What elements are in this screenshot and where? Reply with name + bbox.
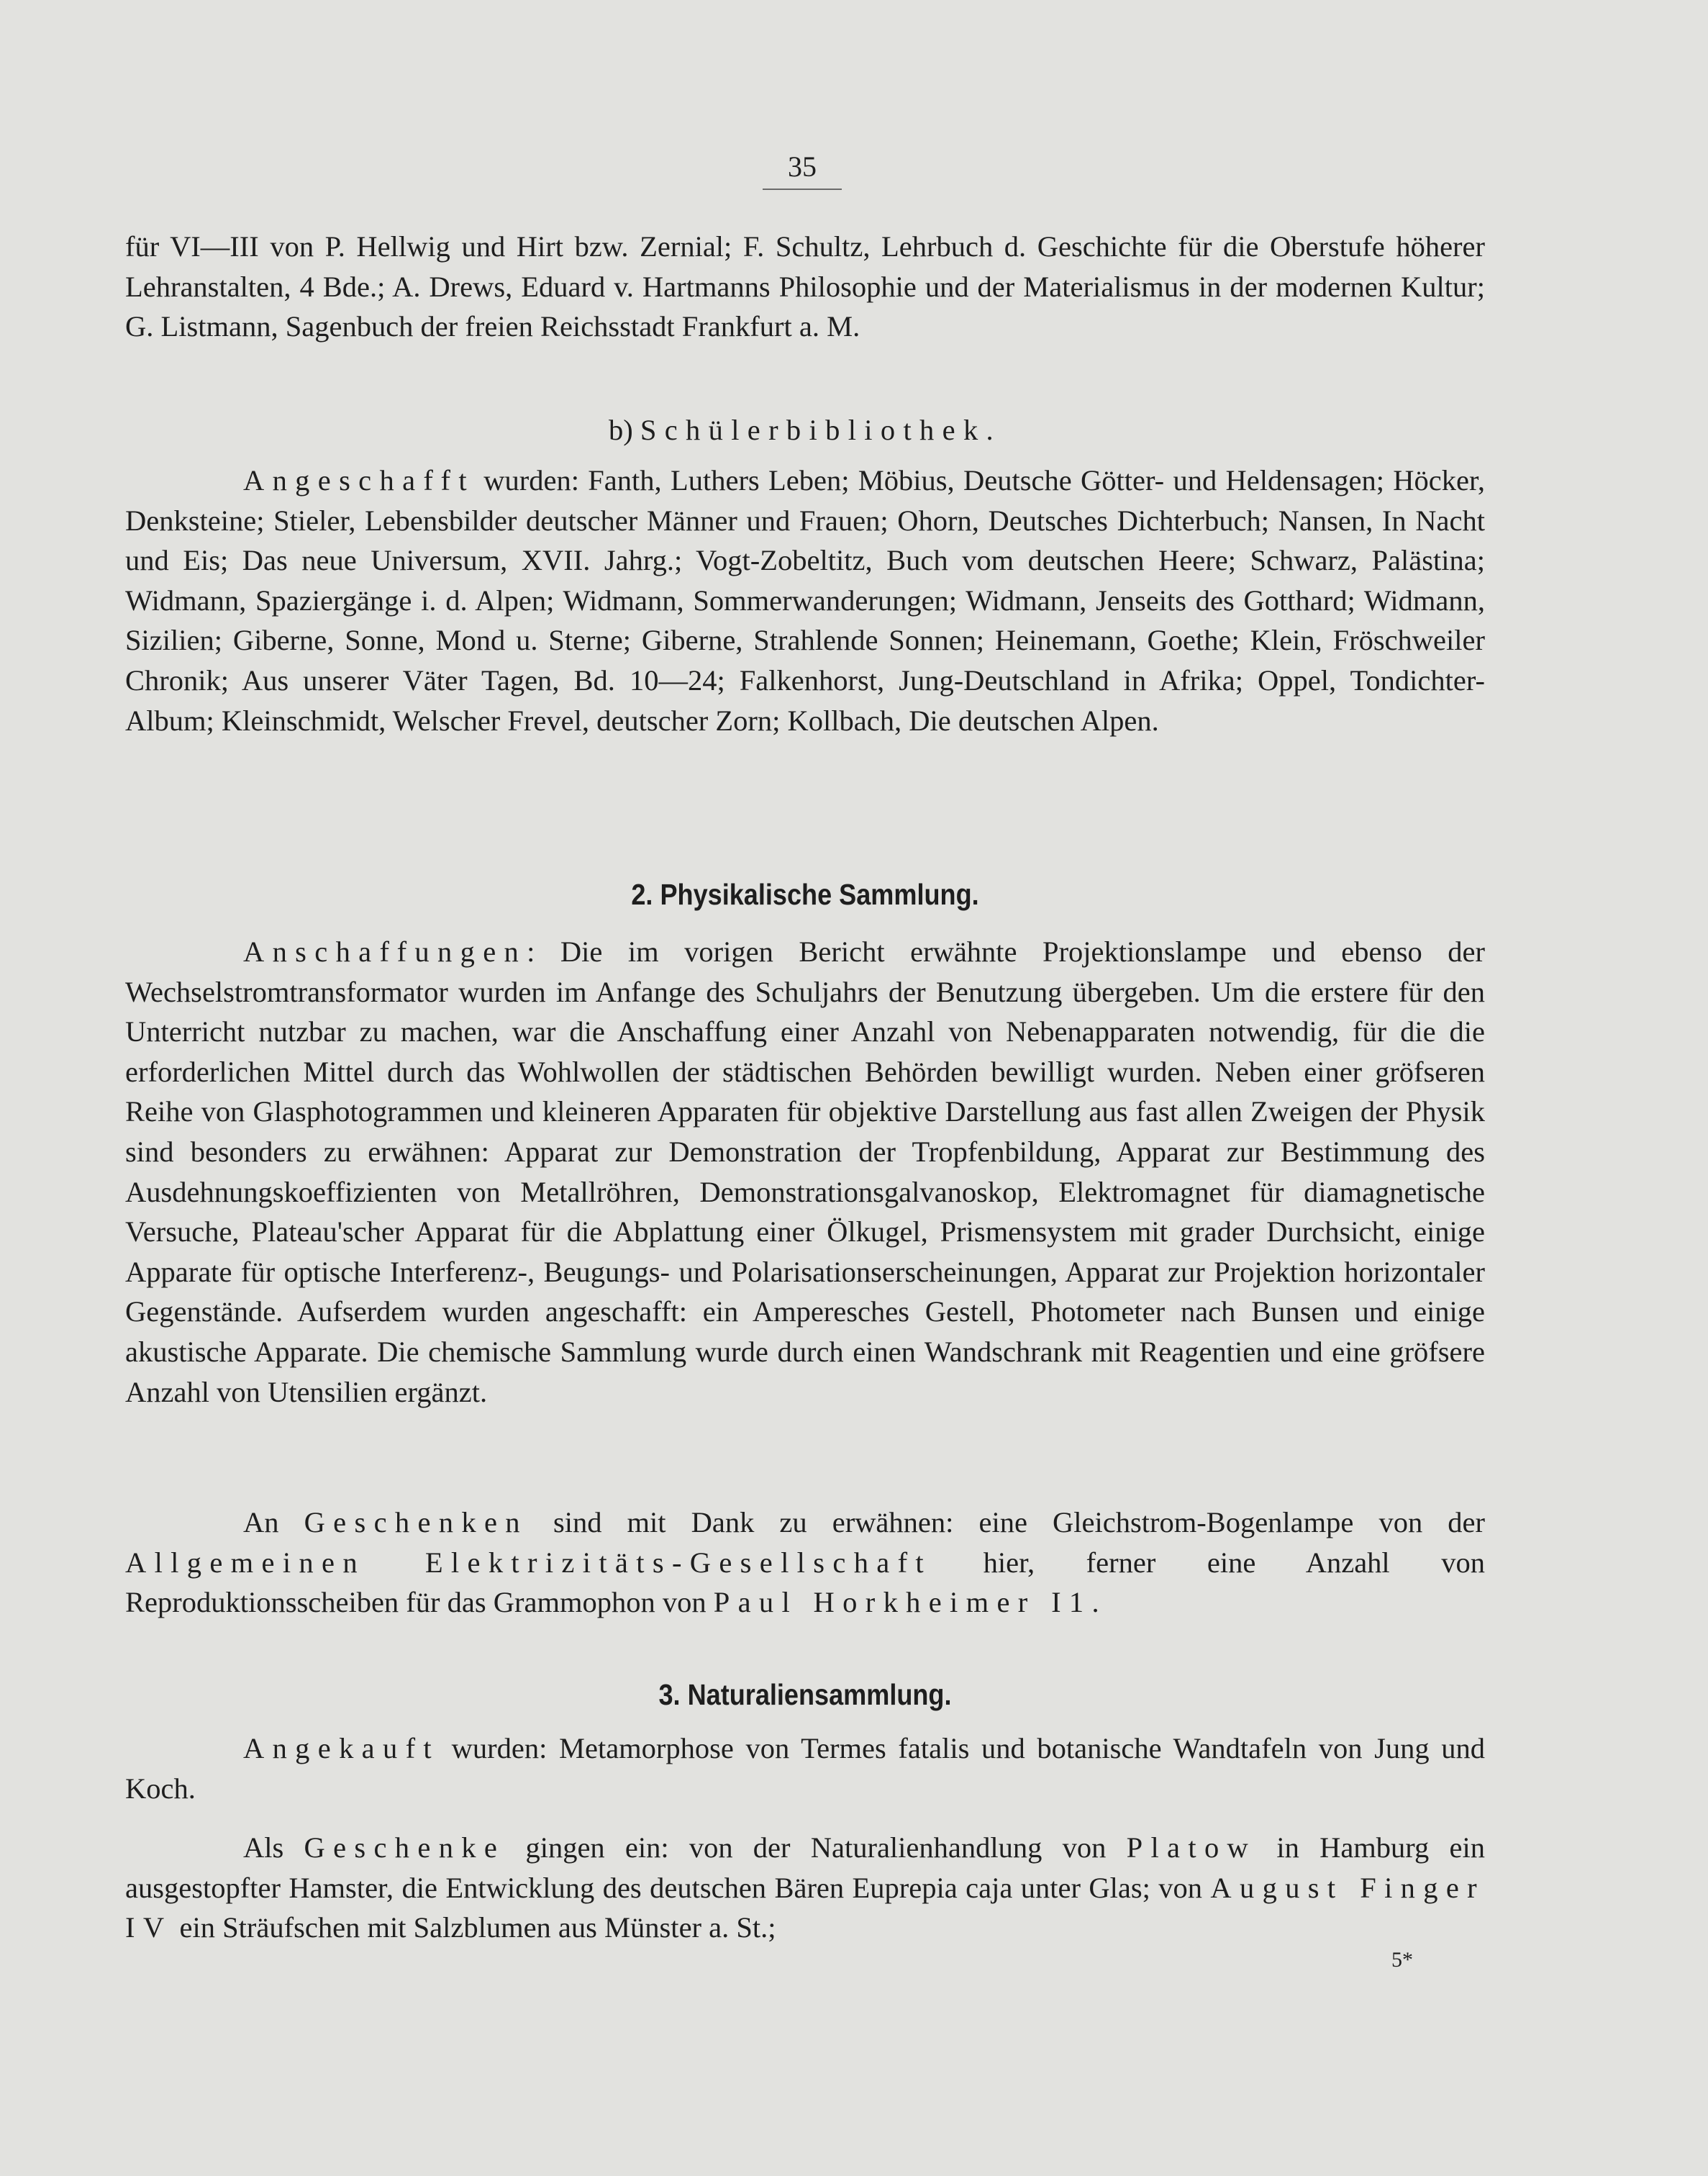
paragraph-text: in Hamburg ein ausgestopfter Hamster, die Entwicklung des deutschen Bären Euprepia caja unter Glas; von	[125, 1831, 1485, 1904]
paragraph-text: ein Sträufschen mit Salzblumen aus Münster a. St.;	[172, 1911, 776, 1944]
page-number-rule	[763, 189, 842, 190]
paragraph-text: sind mit Dank zu erwähnen: eine Gleichstrom-Bogenlampe von der	[527, 1506, 1485, 1538]
section-heading-schuelerbibliothek	[125, 410, 1485, 450]
section-heading-physikalische-sammlung: 2. Physikalische Sammlung.	[631, 878, 979, 911]
schuelerbibliothek-paragraph	[125, 461, 1485, 740]
paragraph-text: Als	[243, 1831, 304, 1864]
page-number: 35	[788, 150, 817, 183]
spaced-lead: Anschaffungen	[243, 935, 527, 968]
subsection-title: Schülerbibliothek.	[640, 414, 1002, 446]
paragraph-text: An	[243, 1506, 304, 1538]
natur-angekauft-paragraph	[125, 1728, 1485, 1808]
paragraph-text: hier, ferner eine Anzahl von Reproduktionsscheiben für das Grammophon von	[125, 1546, 1485, 1619]
paragraph-text: wurden: Metamorphose von Termes fatalis und botanische Wandtafeln von Jung und Koch.	[125, 1732, 1485, 1805]
physik-geschenke-paragraph	[125, 1502, 1485, 1623]
spaced-term: August Finger IV	[125, 1871, 1485, 1944]
paragraph-text: gingen ein: von der Naturalienhandlung von	[505, 1831, 1127, 1864]
paragraph-text: : Die im vorigen Bericht erwähnte Projektionslampe und ebenso der Wechselstromtransformator wurden im Anfange des Schuljahrs der Benutzung übergeben. Um die erstere für den Unterricht nutzbar zu machen, war die Anschaffung einer Anzahl von Nebenapparaten notwendig, für die die erforderlichen Mittel durch das Wohlwollen der städtischen Behörden bewilligt wurden. Neben einer gröfseren Reihe von Glasphotogrammen und kleineren Apparaten für objektive Darstellung aus fast allen Zweigen der Physik sind besonders zu erwähnen: Apparat zur Demonstration der Tropfenbildung, Apparat zur Bestimmung des Ausdehnungskoeffizienten von Metallröhren, Demonstrationsgalvanoskop, Elektromagnet für diamagnetische Versuche, Plateau'scher Apparat für die Abplattung einer Ölkugel, Prismensystem mit grader Durchsicht, einige Apparate für optische Interferenz-, Beugungs- und Polarisationserscheinungen, Apparat zur Projektion horizontaler Gegenstände. Aufserdem wurden angeschafft: ein Amperesches Gestell, Photometer nach Bunsen und einige akustische Apparate. Die chemische Sammlung wurde durch einen Wandschrank mit Reagentien und eine gröfsere Anzahl von Utensilien ergänzt.	[125, 935, 1485, 1408]
natur-geschenke-paragraph	[125, 1828, 1485, 1948]
spaced-term: Geschenke	[304, 1831, 506, 1864]
section-heading-naturaliensammlung: 3. Naturaliensammlung.	[658, 1678, 952, 1711]
spaced-term: Geschenken	[304, 1506, 528, 1538]
spaced-term: Paul Horkheimer I1.	[713, 1586, 1107, 1619]
continuation-paragraph: für VI—III von P. Hellwig und Hirt bzw. Zernial; F. Schultz, Lehrbuch d. Geschichte für die Oberstufe höherer Lehranstalten, 4 Bde.; A. Drews, Eduard v. Hartmanns Philosophie und der Materialismus in der modernen Kultur; G. Listmann, Sagenbuch der freien Reichsstadt Frankfurt a. M.	[125, 230, 1485, 343]
paragraph-text: wurden: Fanth, Luthers Leben; Möbius, Deutsche Götter- und Heldensagen; Höcker, Denksteine; Stieler, Lebensbilder deutscher Männer und Frauen; Ohorn, Deutsches Dichterbuch; Nansen, In Nacht und Eis; Das neue Universum, XVII. Jahrg.; Vogt-Zobeltitz, Buch vom deutschen Heere; Schwarz, Palästina; Widmann, Spaziergänge i. d. Alpen; Widmann, Sommerwanderungen; Widmann, Jenseits des Gotthard; Widmann, Sizilien; Giberne, Sonne, Mond u. Sterne; Giberne, Strahlende Sonnen; Heinemann, Goethe; Klein, Fröschweiler Chronik; Aus unserer Väter Tagen, Bd. 10—24; Falkenhorst, Jung-Deutschland in Afrika; Oppel, Tondichter-Album; Kleinschmidt, Welscher Frevel, deutscher Zorn; Kollbach, Die deutschen Alpen.	[125, 464, 1485, 737]
spaced-term: Allgemeinen Elektrizitäts-Gesellschaft	[125, 1546, 932, 1579]
subsection-marker: b)	[608, 414, 633, 446]
physik-anschaffungen-paragraph	[125, 932, 1485, 1412]
spaced-lead: Angeschafft	[243, 464, 475, 497]
spaced-lead: Angekauft	[243, 1732, 440, 1764]
spaced-term: Platow	[1126, 1831, 1257, 1864]
signature-mark: 5*	[1391, 1948, 1413, 1972]
